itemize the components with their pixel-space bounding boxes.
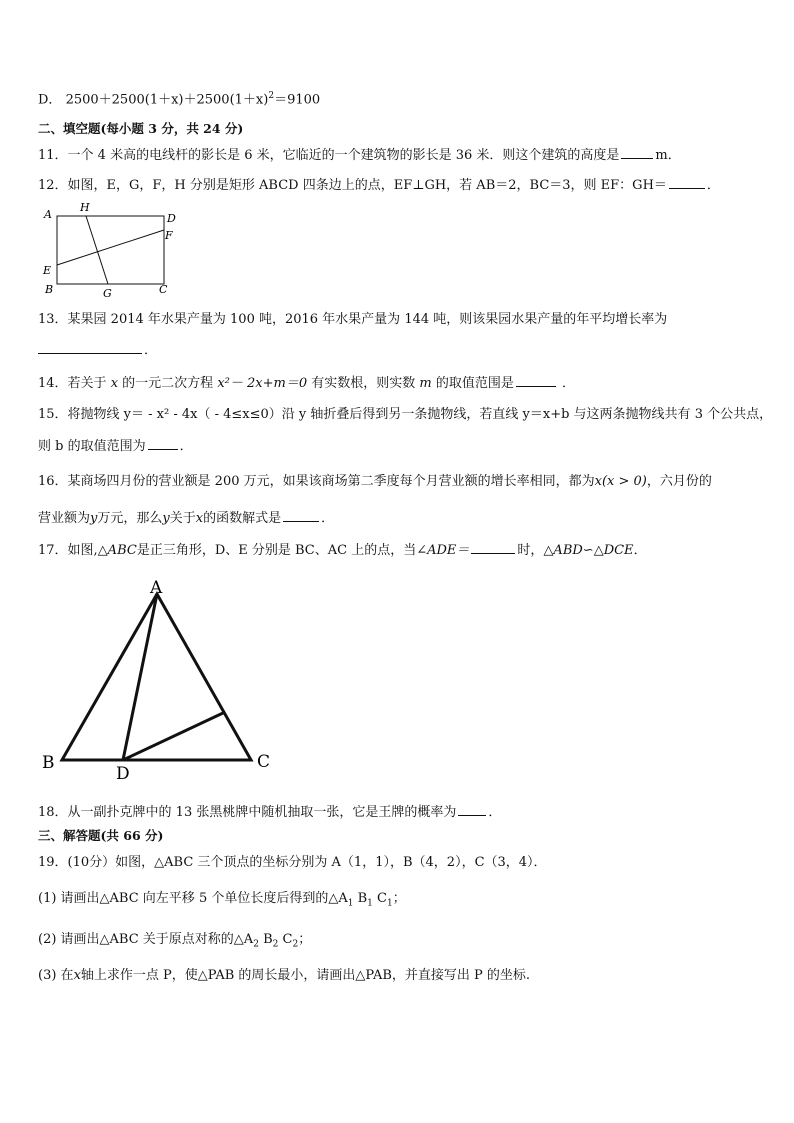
segment-ef <box>57 230 164 265</box>
subscript: 2 <box>253 939 259 950</box>
triangle-abc: △ABC <box>97 543 137 558</box>
part3-text: 轴上求作一点 P，使△PAB 的周长最小，请画出△PAB，并直接写出 P 的坐标. <box>80 968 531 983</box>
question-11 <box>38 146 681 165</box>
label-a: A <box>150 578 163 598</box>
question-19-part1 <box>38 890 406 913</box>
var-m: m <box>419 376 432 391</box>
rectangle-abcd <box>57 216 164 284</box>
equation: x²－ 2x+m＝0 <box>217 376 308 391</box>
label-b: B <box>42 753 55 773</box>
var-y: y <box>162 511 170 526</box>
part3-pre: (3) 在 <box>38 968 74 983</box>
question-17-pre: 17．如图, <box>38 543 98 558</box>
question-17-post: 时， <box>517 543 544 558</box>
option-d <box>38 87 320 109</box>
question-16-line1-text: 16．某商场四月份的营业额是 200 万元，如果该商场第二季度每个月营业额的增长率相同，都为 <box>38 474 595 489</box>
part1-tail: ； <box>392 891 406 906</box>
question-17-mid: 是正三角形，D、E 分别是 BC、AC 上的点，当 <box>136 543 417 558</box>
vertex-c: C <box>372 891 387 906</box>
var-y: y <box>90 511 98 526</box>
question-14-post2: 的取值范围是 <box>435 376 514 391</box>
subscript: 1 <box>386 898 393 909</box>
question-12-text: 12．如图，E，G，F，H 分别是矩形 ABCD 四条边上的点，EF⊥GH，若 AB＝2，BC＝3，则 EF：GH＝ <box>38 178 667 193</box>
part2-tail: ； <box>298 932 312 947</box>
question-16-line2-mid: 万元，那么 <box>97 511 163 526</box>
label-c: C <box>159 283 168 296</box>
question-16-line2-mid2: 关于 <box>169 511 196 526</box>
question-11-text: 11．一个 4 米高的电线杆的影长是 6 米，它临近的一个建筑物的影长是 36 米．则这个建筑的高度是 <box>38 148 620 163</box>
label-d: D <box>116 764 130 784</box>
question-15-line2-text: 则 b 的取值范围为 <box>38 439 146 454</box>
label-c: C <box>257 752 271 772</box>
label-a: A <box>44 208 52 221</box>
label-b: B <box>45 283 54 296</box>
var-x: x <box>110 376 119 391</box>
question-17-tail: ． <box>633 543 647 558</box>
question-16-line1-tail: ，六月份的 <box>646 474 712 489</box>
subscript: 2 <box>292 939 299 950</box>
vertex-b: B <box>353 891 368 906</box>
question-16-line2-post: 的函数解式是 <box>203 511 282 526</box>
question-14-pre: 14．若关于 <box>38 376 107 391</box>
answer-blank <box>669 176 705 189</box>
angle-ade: ∠ADE＝ <box>416 543 470 558</box>
option-label: D． <box>38 92 62 108</box>
segment-de <box>123 713 223 760</box>
part1-text: (1) 请画出△ABC 向左平移 5 个单位长度后得到的△A <box>38 891 348 906</box>
equation: 2500＋2500(1＋x)＋2500(1＋x) <box>65 92 269 108</box>
question-15-line1: 15．将抛物线 y＝ - x² - 4x（ - 4≤x≤0）沿 y 轴折叠后得到另一条抛物线，若直线 y＝x+b 与这两条抛物线共有 3 个公共点， <box>38 407 773 422</box>
question-13-tail: ． <box>144 343 158 358</box>
vertex-c: C <box>278 932 293 947</box>
subscript: 1 <box>347 898 354 909</box>
label-d: D <box>167 212 176 225</box>
answer-blank <box>471 541 515 554</box>
var-x: x <box>195 511 204 526</box>
label-e: E <box>43 264 52 277</box>
question-11-tail: m． <box>655 148 681 163</box>
question-14-mid: 的一元二次方程 <box>122 376 214 391</box>
answer-blank <box>148 437 178 450</box>
label-f: F <box>165 229 173 242</box>
question-18 <box>38 803 501 822</box>
answer-blank <box>621 146 653 159</box>
question-19-stem: 19．(10分）如图，△ABC 三个顶点的坐标分别为 A（1，1），B（4，2），C（3，4）． <box>38 855 547 870</box>
question-18-tail: ． <box>488 805 502 820</box>
vertex-b: B <box>258 932 273 947</box>
question-16-line2 <box>38 509 334 528</box>
answer-blank <box>38 341 142 354</box>
condition: x(x > 0) <box>594 474 647 489</box>
question-15-tail: ． <box>179 439 193 454</box>
segment-ad <box>123 594 157 760</box>
label-g: G <box>103 287 112 300</box>
question-16-line1 <box>38 473 712 491</box>
triangle-figure <box>36 575 286 785</box>
question-18-text: 18．从一副扑克牌中的 13 张黑桃牌中随机抽取一张，它是王牌的概率为 <box>38 805 457 820</box>
exponent: 2 <box>268 91 275 101</box>
segment-gh <box>86 216 108 284</box>
equation-rhs: ＝9100 <box>274 92 321 108</box>
question-19-part3 <box>38 967 530 985</box>
section-2-title: 二、填空题(每小题 3 分，共 24 分) <box>38 121 244 136</box>
triangle-abc-shape <box>62 594 251 760</box>
question-16-tail: ． <box>321 511 335 526</box>
rectangle-figure <box>36 200 186 300</box>
question-12-tail: ． <box>706 178 720 193</box>
question-13-text: 13．某果园 2014 年水果产量为 100 吨，2016 年水果产量为 144 吨，则该果园水果产量的年平均增长率为 <box>38 312 668 327</box>
question-14 <box>38 374 575 393</box>
answer-blank <box>283 509 319 522</box>
question-13-answer <box>38 341 157 360</box>
part2-text: (2) 请画出△ABC 关于原点对称的△A <box>38 932 254 947</box>
var-x: x <box>73 968 81 983</box>
label-h: H <box>80 201 90 214</box>
section-3-title: 三、解答题(共 66 分) <box>38 828 164 843</box>
subscript: 2 <box>272 939 279 950</box>
question-15-line2 <box>38 437 193 456</box>
answer-blank <box>516 374 556 387</box>
question-16-line2-pre: 营业额为 <box>38 511 91 526</box>
answer-blank <box>458 803 486 816</box>
similarity-statement: △ABD∽△DCE <box>543 543 634 558</box>
question-17 <box>38 541 647 560</box>
question-14-post: 有实数根，则实数 <box>311 376 416 391</box>
question-14-tail: ． <box>562 376 576 391</box>
question-12 <box>38 176 720 195</box>
question-19-part2 <box>38 931 311 954</box>
subscript: 1 <box>367 898 373 909</box>
